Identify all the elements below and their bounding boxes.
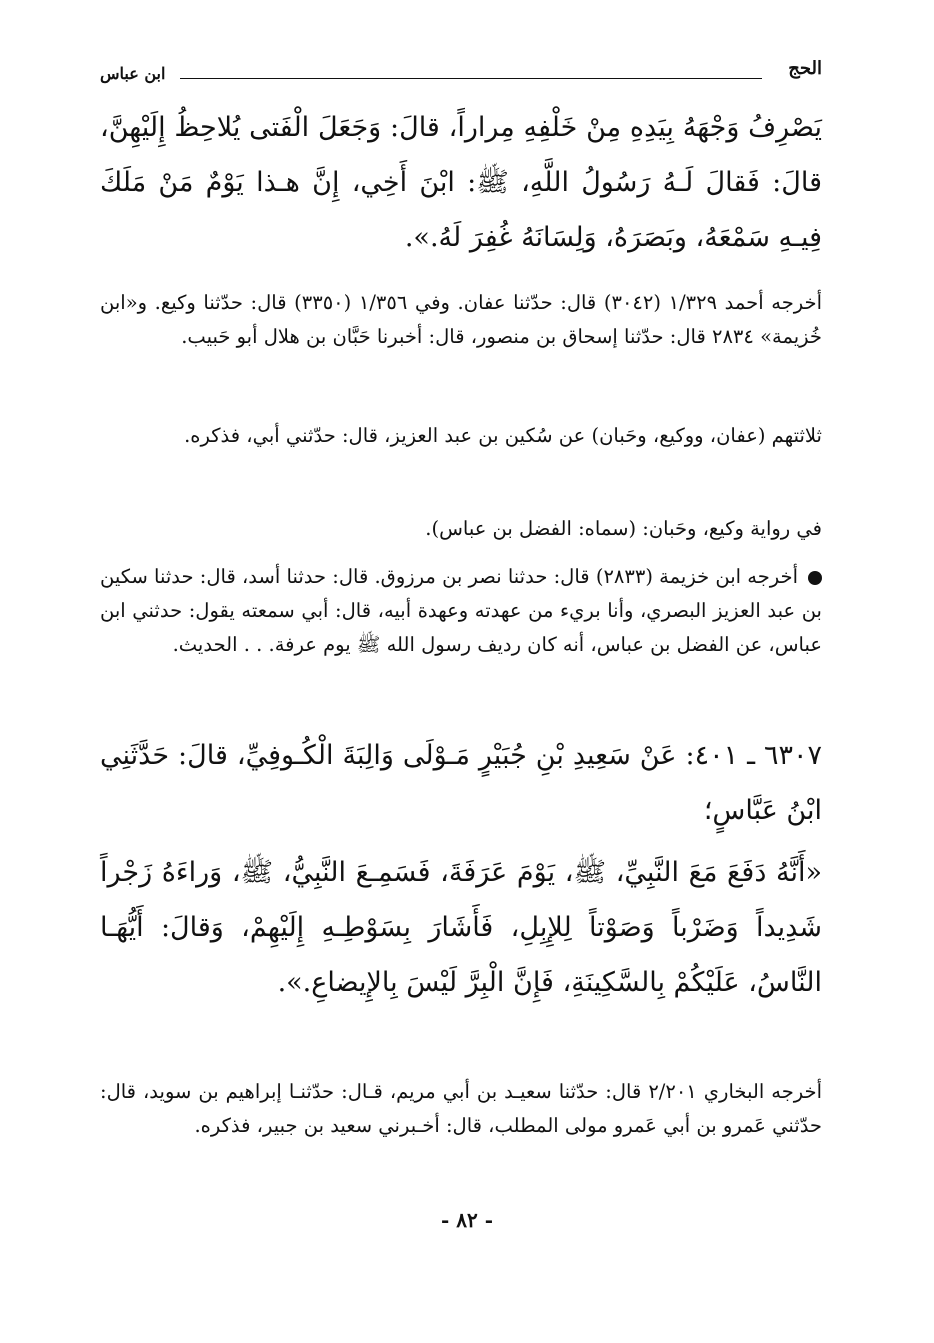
takhrij-paragraph: في رواية وكيع، وحَبان: (سماه: الفضل بن عباس). (425, 517, 822, 540)
hadith-continuation: يَصْرِفُ وَجْهَهُ بِيَدِهِ مِنْ خَلْفِهِ مِراراً، قالَ: وَجَعَلَ الْفَتى يُلاحِظُ إِلَيْهِنَّ، قالَ: فَقالَ لَـهُ رَسُولُ اللَّهِ، ﷺ: ابْنَ أَخِي، إِنَّ هـذا يَوْمٌ مَنْ مَلَكَ فِيـهِ سَمْعَهُ، وبَصَرَهُ، وَلِسَانَهُ غُفِرَ لَهُ.». (100, 112, 822, 253)
bullet-icon (808, 571, 822, 585)
takhrij-paragraph: أخرجه البخاري ٢/٢٠١ قال: حدّثنا سعيـد بن أبي مريم، قـال: حدّثنـا إبراهيم بن سويد، قال: حدّثني عَمرو بن أبي عَمرو مولى المطلب، قال: أخـبرني سعيد بن جبير، فذكره. (100, 1080, 822, 1137)
takhrij-paragraph: أخرجه أحمد ١/٣٢٩ (٣٠٤٢) قال: حدّثنا عفان. وفي ١/٣٥٦ (٣٣٥٠) قال: حدّثنا وكيع. و«ابن خُزيمة» ٢٨٣٤ قال: حدّثنا إسحاق بن منصور، قال: أخبرنا حَبَّان بن هلال أبو حَبيب. (100, 291, 822, 348)
running-header (100, 58, 822, 92)
header-chapter-title: الحج (788, 58, 822, 79)
hadith-text: «أَنَّهُ دَفَعَ مَعَ النَّبِيِّ، ﷺ، يَوْمَ عَرَفَةَ، فَسَمِـعَ النَّبِيُّ، ﷺ، وَراءَهُ زَجْراً شَدِيداً وَضَرْباً وَصَوْتاً لِلإِبِلِ، فَأَشَارَ بِسَوْطِـهِ إِلَيْهِمْ، وَقالَ: أَيُّهَـا النَّاسُ، عَلَيْكُمْ بِالسَّكِينَةِ، فَإِنَّ الْبِرَّ لَيْسَ بِالإِيضاعِ.». (100, 857, 822, 998)
takhrij-paragraph: ثلاثتهم (عفان، ووكيع، وحَبان) عن سُكين بن عبد العزيز، قال: حدّثني أبي، فذكره. (184, 424, 822, 447)
header-narrator-name: ابن عباس (100, 64, 166, 83)
hadith-heading: ٦٣٠٧ ـ ٤٠١: عَنْ سَعِيدِ بْنِ جُبَيْرٍ مَـوْلَى وَالِبَةَ الْكُـوفِيِّ، قالَ: حَدَّثَنِي ابْنُ عَبَّاسٍ؛ (100, 740, 822, 826)
takhrij-paragraph-bulleted (100, 560, 822, 662)
takhrij-text: أخرجه ابن خزيمة (٢٨٣٣) قال: حدثنا نصر بن مرزوق. قال: حدثنا أسد، قال: حدثنا سكين بن عبد العزيز البصري، وأنا بريء من عهدته وعهدة أبيه، قال: أبي سمعته يقول: حدثني ابن عباس، عن الفضل بن عباس، أنه كان رديف رسول الله ﷺ يوم عرفة. . . الحديث. (100, 565, 822, 656)
page-number: - ٨٢ - (440, 1208, 493, 1232)
header-rule (180, 78, 762, 79)
